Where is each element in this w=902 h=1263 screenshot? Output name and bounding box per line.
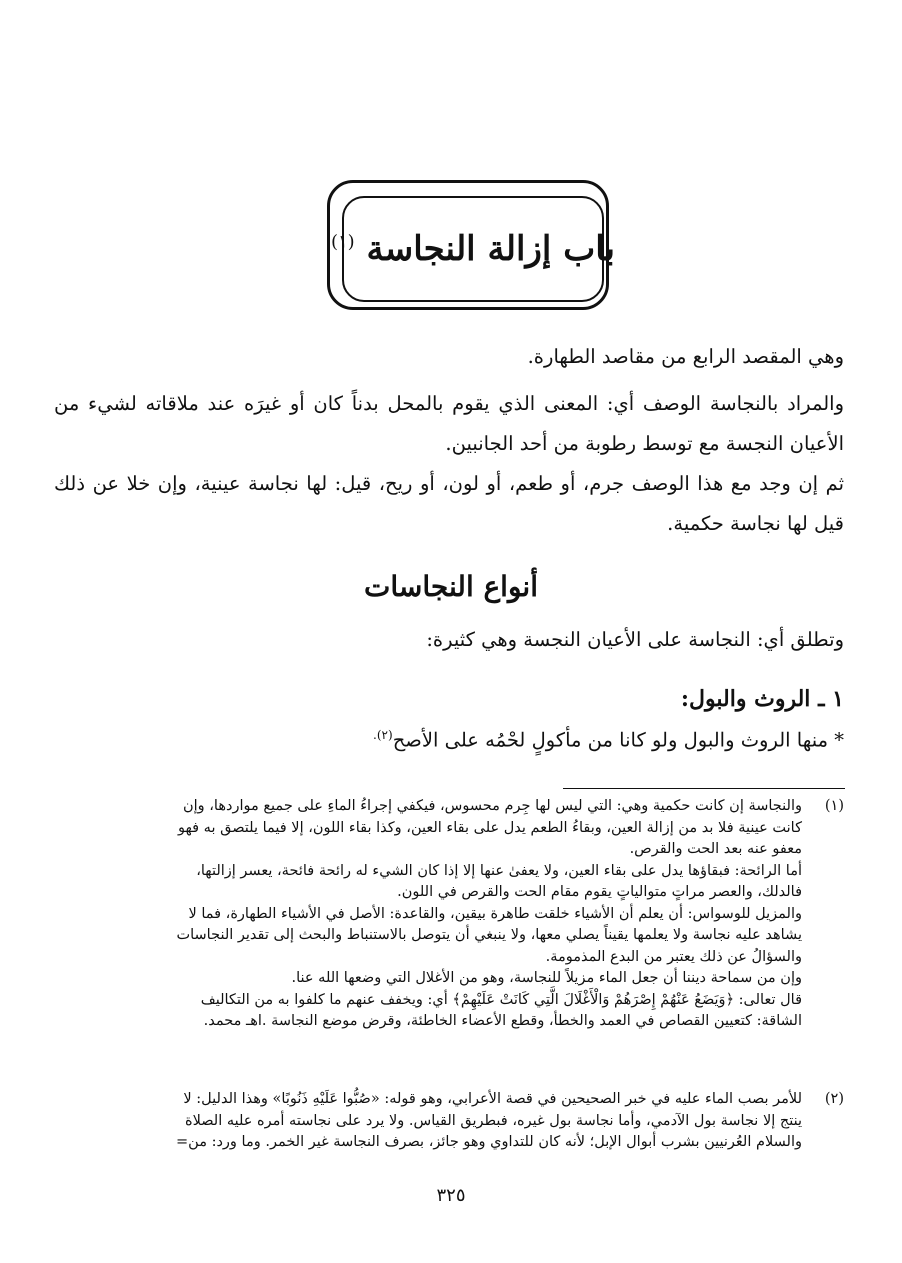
footnote-line: وإن من سماحة ديننا أن جعل الماء مزيلاً للنجاسة، وهو من الأغلال التي وضعها الله عنا. xyxy=(291,970,802,986)
footnote-2-text xyxy=(44,1089,802,1154)
footnote-line: ينتج إلا نجاسة بول الآدمي، وأما نجاسة بول غيره، فبطريق القياس. ولا يرد على نجاسته أمره عليه الصلاة xyxy=(184,1112,802,1129)
intro-paragraph-2: والمراد بالنجاسة الوصف أي: المعنى الذي يقوم بالمحل بدناً كان أو غيرَه عند ملاقاته لشيء من الأعيان النجسة مع توسط رطوبة من أحد الجانبين. xyxy=(54,392,844,455)
section-intro: وتطلق أي: النجاسة على الأعيان النجسة وهي كثيرة: xyxy=(426,628,844,651)
footnote-2 xyxy=(44,1089,844,1154)
chapter-title xyxy=(331,229,615,269)
footnote-1-text xyxy=(44,796,802,1033)
page-number: ٣٢٥ xyxy=(436,1185,466,1206)
footnote-line: كانت عينية فلا بد من إزالة العين، وبقاءُ الطعم يدل على بقاء العين، وكذا بقاء اللون، إلا فيما يلتصق به فهو xyxy=(177,819,802,836)
footnote-1-number: (١) xyxy=(824,798,844,814)
footnote-line: الشاقة: كتعيين القصاص في العمد والخطأ، وقطع الأعضاء الخاطئة، وقرض موضع النجاسة .اهـ محمد. xyxy=(203,1013,802,1029)
item-1-footnote-ref: (٢). xyxy=(373,728,393,742)
footnote-line: يشاهد عليه نجاسة ولا يعلمها يقيناً يصلي معها، ولا ينبغي أن يتوصل بالاستنباط والبحث إلى تقدير النجاسات xyxy=(176,927,802,943)
footnote-1 xyxy=(44,796,844,1033)
footnote-line: قال تعالى: ﴿وَيَضَعُ عَنْهُمْ إِصْرَهُمْ وَالْأَغْلَالَ الَّتِي كَانَتْ عَلَيْهِمْ﴾ أي: ويخفف عنهم ما كلفوا به من التكاليف xyxy=(200,991,802,1008)
item-1-body: * منها الروث والبول ولو كانا من مأكولٍ لحْمُه على الأصح xyxy=(392,728,844,752)
footnote-line: للأمر بصب الماء عليه في خبر الصحيحين في قصة الأعرابي، وهو قوله: «صُبُّوا عَلَيْهِ ذَنُوبًا» وهذا الدليل: لا xyxy=(183,1091,802,1107)
footnote-line: والسلام العُرنيين بشرب أبوال الإبل؛ لأنه كان للتداوي وهو جائز، بصرف النجاسة غير الخمر. وما ورد: من= xyxy=(176,1134,802,1150)
intro-paragraph-1: وهي المقصد الرابع من مقاصد الطهارة. xyxy=(527,345,844,368)
footnote-line: أما الرائحة: فبقاؤها يدل على بقاء العين، ولا يعفىٰ عنها إلا إذا كان الشيء له رائحة فائحة، يعسر إزالتها، xyxy=(196,862,802,879)
footnote-line: معفو عنه بعد الحت والقرص. xyxy=(629,841,802,857)
footnote-separator xyxy=(563,788,845,789)
footnote-line: والنجاسة إن كانت حكمية وهي: التي ليس لها جِرم محسوس، فيكفي إجراءُ الماءِ على جميع مواردها، وإن xyxy=(182,798,802,814)
footnote-line: والمزيل للوسواس: أن يعلم أن الأشياء خلقت طاهرة بيقين، والقاعدة: الأصل في الأشياء الطهارة، فما لا xyxy=(188,905,802,922)
chapter-title-text: باب إزالة النجاسة xyxy=(366,229,616,269)
item-1-heading: ١ ـ الروث والبول: xyxy=(680,686,844,712)
footnote-2-number: (٢) xyxy=(824,1091,844,1107)
section-title: أنواع النجاسات xyxy=(364,570,538,603)
chapter-footnote-ref: (١) xyxy=(330,231,355,253)
chapter-frame xyxy=(330,196,616,302)
intro-paragraph-3: ثم إن وجد مع هذا الوصف جرم، أو طعم، أو لون، أو ريح، قيل: لها نجاسة عينية، وإن خلا عن ذلك قيل لها نجاسة حكمية. xyxy=(54,472,844,535)
item-1-text xyxy=(373,728,844,752)
footnote-line: فالدلك، والعصر مراتٍ متوالياتٍ يقوم مقام الحت والقرص في اللون. xyxy=(397,884,802,900)
footnote-line: والسؤالُ عن ذلك يعتبر من البدع المذمومة. xyxy=(545,948,802,965)
